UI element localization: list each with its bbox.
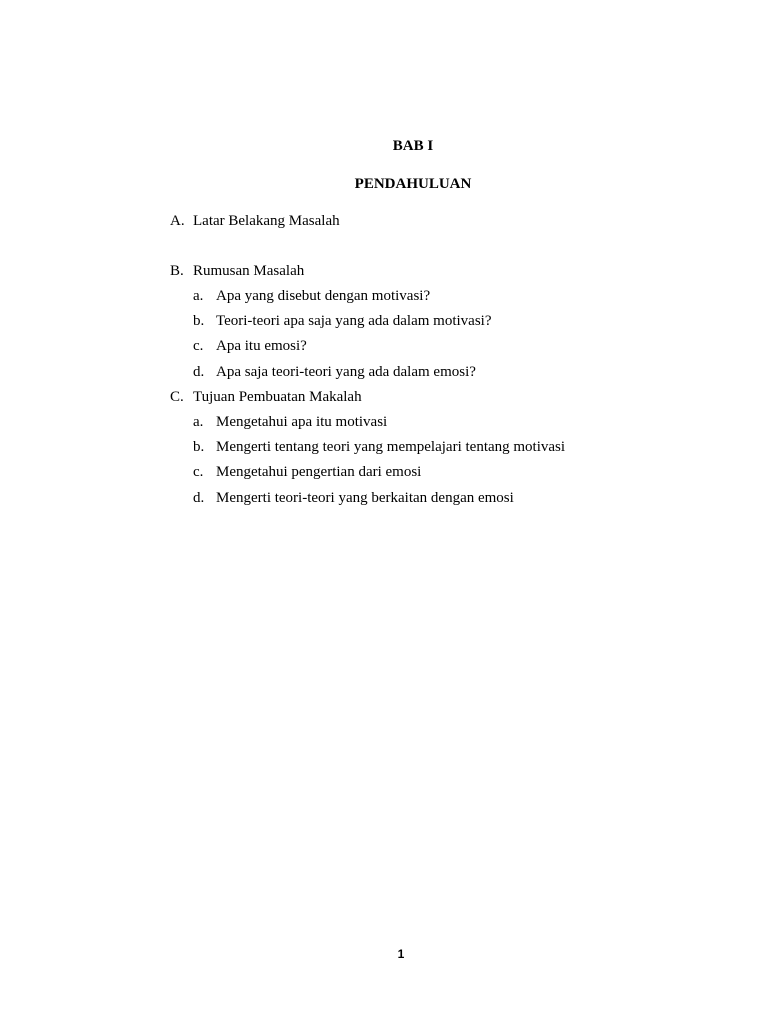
list-item-text: Mengetahui apa itu motivasi [216,414,388,430]
list-marker: a. [193,288,204,304]
chapter-number: BAB I [392,138,434,154]
list-item-text: Teori-teori apa saja yang ada dalam motivasi? [216,313,492,329]
list-item-text: Apa itu emosi? [216,338,307,354]
list-item-text: Apa saja teori-teori yang ada dalam emosi? [216,364,476,380]
section-marker: B. [170,263,184,279]
list-marker: a. [193,414,204,430]
chapter-title: PENDAHULUAN [354,176,472,192]
list-marker: b. [193,439,205,455]
section-marker: C. [170,389,184,405]
section-title: Rumusan Masalah [193,263,305,279]
section-title: Latar Belakang Masalah [193,213,340,229]
list-marker: b. [193,313,205,329]
list-item-text: Mengerti teori-teori yang berkaitan dengan emosi [216,490,514,506]
list-item-text: Apa yang disebut dengan motivasi? [216,288,431,304]
section-marker: A. [170,213,185,229]
page-number: 1 [397,947,405,961]
list-item-text: Mengetahui pengertian dari emosi [216,464,422,480]
list-marker: c. [193,338,204,354]
list-marker: d. [193,364,205,380]
list-marker: c. [193,464,204,480]
section-title: Tujuan Pembuatan Makalah [193,389,362,405]
list-item-text: Mengerti tentang teori yang mempelajari tentang motivasi [216,439,566,455]
list-marker: d. [193,490,205,506]
